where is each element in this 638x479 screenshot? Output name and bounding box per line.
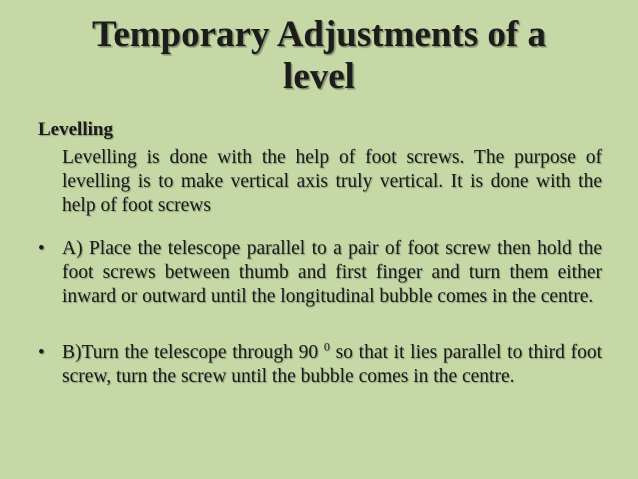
point-b-text-end: so that it lies parallel to third foot screw, turn the screw until the bubble comes in the centre. (62, 342, 603, 387)
section-heading: Levelling (38, 119, 113, 140)
slide-title: Temporary Adjustments of a level (92, 14, 546, 97)
bullet-icon: • (38, 238, 45, 259)
bullet-icon: • (38, 342, 45, 363)
point-b-text-start: B)Turn the telescope through 90 (62, 342, 319, 363)
intro-paragraph: Levelling is done with the help of foot screws. The purpose of levelling is to make vertical axis truly vertical. It is done with the help of foot screws (62, 147, 602, 216)
degree-superscript: 0 (323, 339, 330, 354)
point-a-text: A) Place the telescope parallel to a pair of foot screw then hold the foot screws between thumb and first finger and turn them either inward or outward until the longitudinal bubble comes in the centre. (62, 238, 602, 307)
point-b-text (62, 341, 602, 389)
